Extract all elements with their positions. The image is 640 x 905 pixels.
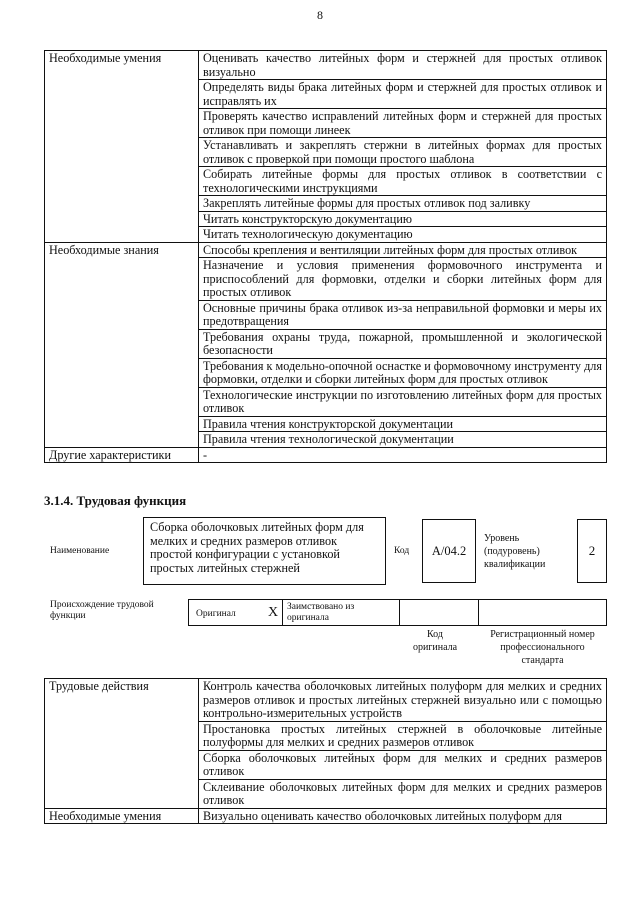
table-row [45,242,607,258]
original-mark: X [268,605,279,620]
row-item: Основные причины брака отливок из-за неправильной формовки и меры их предотвращения [199,300,607,329]
row-item: Визуально оценивать качество оболочковых литейных полуформ для [199,808,607,824]
row-item: Технологические инструкции по изготовлению литейных форм для простых отливок [199,387,607,416]
row-item: Закреплять литейные формы для простых отливок под заливку [199,196,607,212]
row-item: Собирать литейные формы для простых отливок в соответствии с технологическими инструкциями [199,167,607,196]
row-item: Проверять качество исправлений литейных форм и стержней для простых отливок при помощи линеек [199,109,607,138]
row-item: Сборка оболочковых литейных форм для мелких и средних размеров отливок [199,750,607,779]
row-label: Необходимые знания [45,242,199,447]
row-item: Определять виды брака литейных форм и стержней для простых отливок и исправлять их [199,80,607,109]
row-item: Склеивание оболочковых литейных форм для мелких и средних размеров отливок [199,779,607,808]
row-item: Правила чтения конструкторской документации [199,416,607,432]
row-item: Способы крепления и вентиляции литейных форм для простых отливок [199,242,607,258]
name-label: Наименование [50,546,110,556]
table-row [45,808,607,824]
level-label: Уровень (подуровень) квалификации [484,533,546,570]
row-item: Требования к модельно-опочной оснастке и формовочному инструменту для формовки, отделки и сборки литейных форм для простых отливок [199,358,607,387]
origin-label: Происхождение трудовой функции [50,600,154,621]
origin-original-cell [188,599,283,626]
row-item: - [199,447,607,463]
row-label: Необходимые умения [45,808,199,824]
function-name-box: Сборка оболочковых литейных форм для мелких и средних размеров отливок простой конфигурации с установкой простых литейных стержней [143,517,386,585]
labor-actions-table [44,678,607,824]
reg-number-caption: Регистрационный номер профессионального стандарта [490,629,595,666]
row-item: Контроль качества оболочковых литейных полуформ для мелких и средних размеров отливок и простых литейных стержней визуально или с помощью контрольно-измерительных устройств [199,679,607,722]
qualification-level-box: 2 [577,519,607,583]
origin-borrowed-cell [282,599,400,626]
table-row [45,51,607,80]
code-label: Код [394,546,410,556]
row-item: Читать конструкторскую документацию [199,211,607,227]
row-label: Трудовые действия [45,679,199,809]
table-row [45,679,607,722]
row-item: Оценивать качество литейных форм и стержней для простых отливок визуально [199,51,607,80]
function-code-box: A/04.2 [422,519,476,583]
original-label: Оригинал [196,609,236,619]
row-item: Правила чтения технологической документации [199,432,607,448]
code-original-caption: Код оригинала [412,629,458,653]
origin-reg-cell [478,599,607,626]
row-item: Требования охраны труда, пожарной, промышленной и экологической безопасности [199,329,607,358]
skills-knowledge-table [44,50,607,463]
row-label: Другие характеристики [45,447,199,463]
page-number: 8 [317,8,323,22]
row-item: Простановка простых литейных стержней в оболочковые литейные полуформы для мелких и средних размеров отливок [199,721,607,750]
table-row [45,447,607,463]
row-item: Читать технологическую документацию [199,227,607,243]
row-label: Необходимые умения [45,51,199,243]
row-item: Устанавливать и закреплять стержни в литейных формах для простых отливок с проверкой при помощи простого шаблона [199,138,607,167]
row-item: Назначение и условия применения формовочного инструмента и приспособлений для формовки, отделки и сборки литейных форм для простых отливок [199,258,607,301]
origin-row [188,599,607,626]
section-title: 3.1.4. Трудовая функция [44,493,187,508]
origin-code-cell [399,599,479,626]
borrowed-label: Заимствовано из оригинала [287,602,355,623]
